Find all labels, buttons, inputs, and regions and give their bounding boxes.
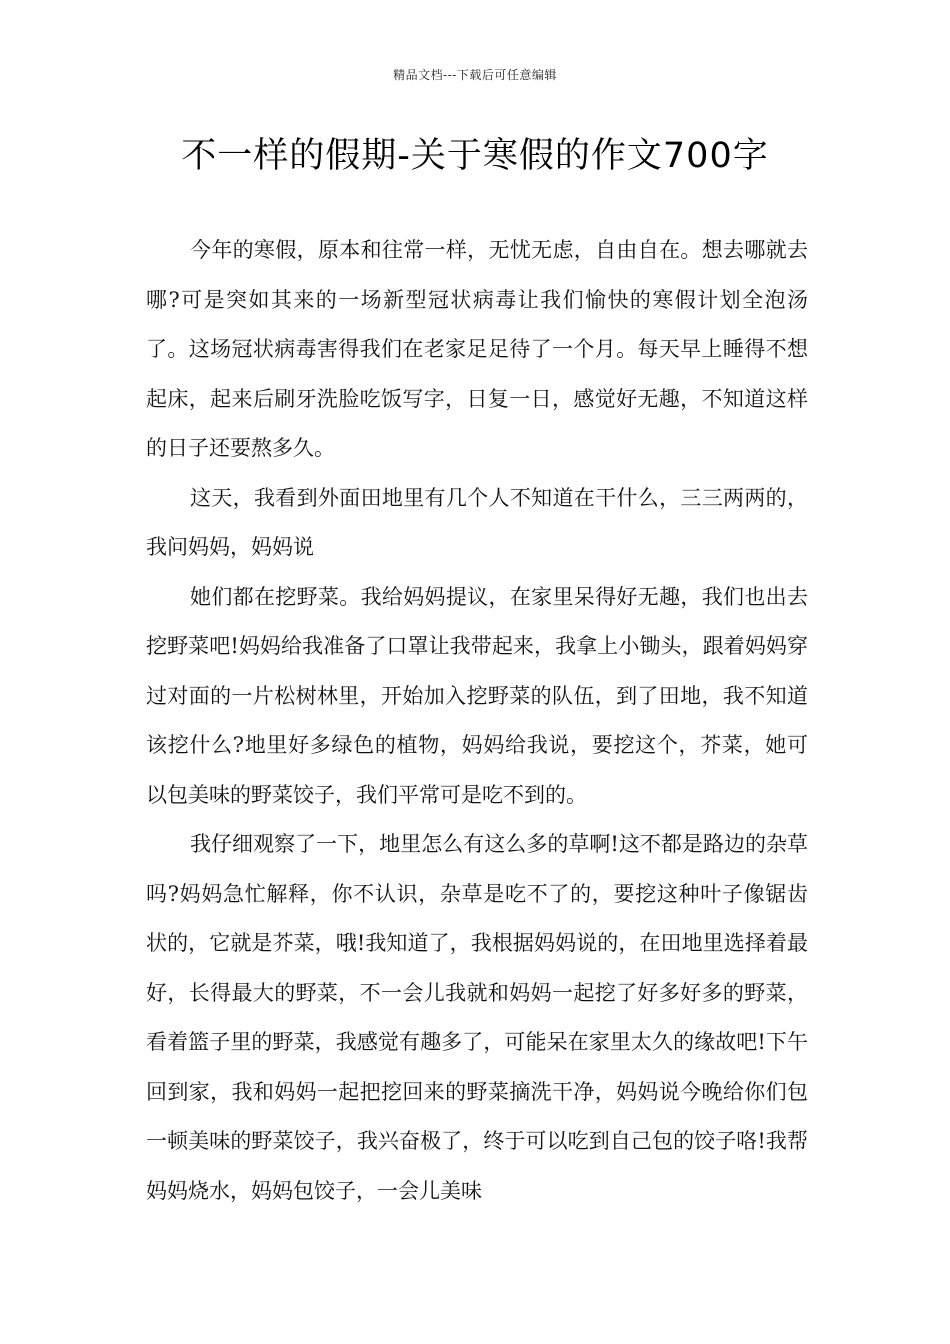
document-body (146, 226, 808, 1216)
header-note: 精品文档---下载后可任意编辑 (393, 68, 557, 82)
document-title: 不一样的假期-关于寒假的作文700字 (181, 136, 769, 176)
paragraph: 今年的寒假，原本和往常一样，无忧无虑，自由自在。想去哪就去哪?可是突如其来的一场新型冠状病毒让我们愉快的寒假计划全泡汤了。这场冠状病毒害得我们在老家足足待了一个月。每天早上睡得不想起床，起来后刷牙洗脸吃饭写字，日复一日，感觉好无趣，不知道这样的日子还要熬多久。 (146, 238, 808, 460)
paragraph: 这天，我看到外面田地里有几个人不知道在干什么，三三两两的，我问妈妈，妈妈说 (146, 485, 808, 559)
paragraph: 我仔细观察了一下，地里怎么有这么多的草啊!这不都是路边的杂草吗?妈妈急忙解释，你不认识，杂草是吃不了的，要挖这种叶子像锯齿状的，它就是芥菜，哦!我知道了，我根据妈妈说的，在田地里选择着最好，长得最大的野菜，不一会儿我就和妈妈一起挖了好多好多的野菜，看着篮子里的野菜，我感觉有趣多了，可能呆在家里太久的缘故吧!下午回到家，我和妈妈一起把挖回来的野菜摘洗干净，妈妈说今晚给你们包一顿美味的野菜饺子，我兴奋极了，终于可以吃到自己包的饺子咯!我帮妈妈烧水，妈妈包饺子，一会儿美味 (146, 832, 808, 1203)
paragraph: 她们都在挖野菜。我给妈妈提议，在家里呆得好无趣，我们也出去挖野菜吧!妈妈给我准备了口罩让我带起来，我拿上小锄头，跟着妈妈穿过对面的一片松树林里，开始加入挖野菜的队伍，到了田地，我不知道该挖什么?地里好多绿色的植物，妈妈给我说，要挖这个，芥菜，她可以包美味的野菜饺子，我们平常可是吃不到的。 (146, 584, 808, 807)
